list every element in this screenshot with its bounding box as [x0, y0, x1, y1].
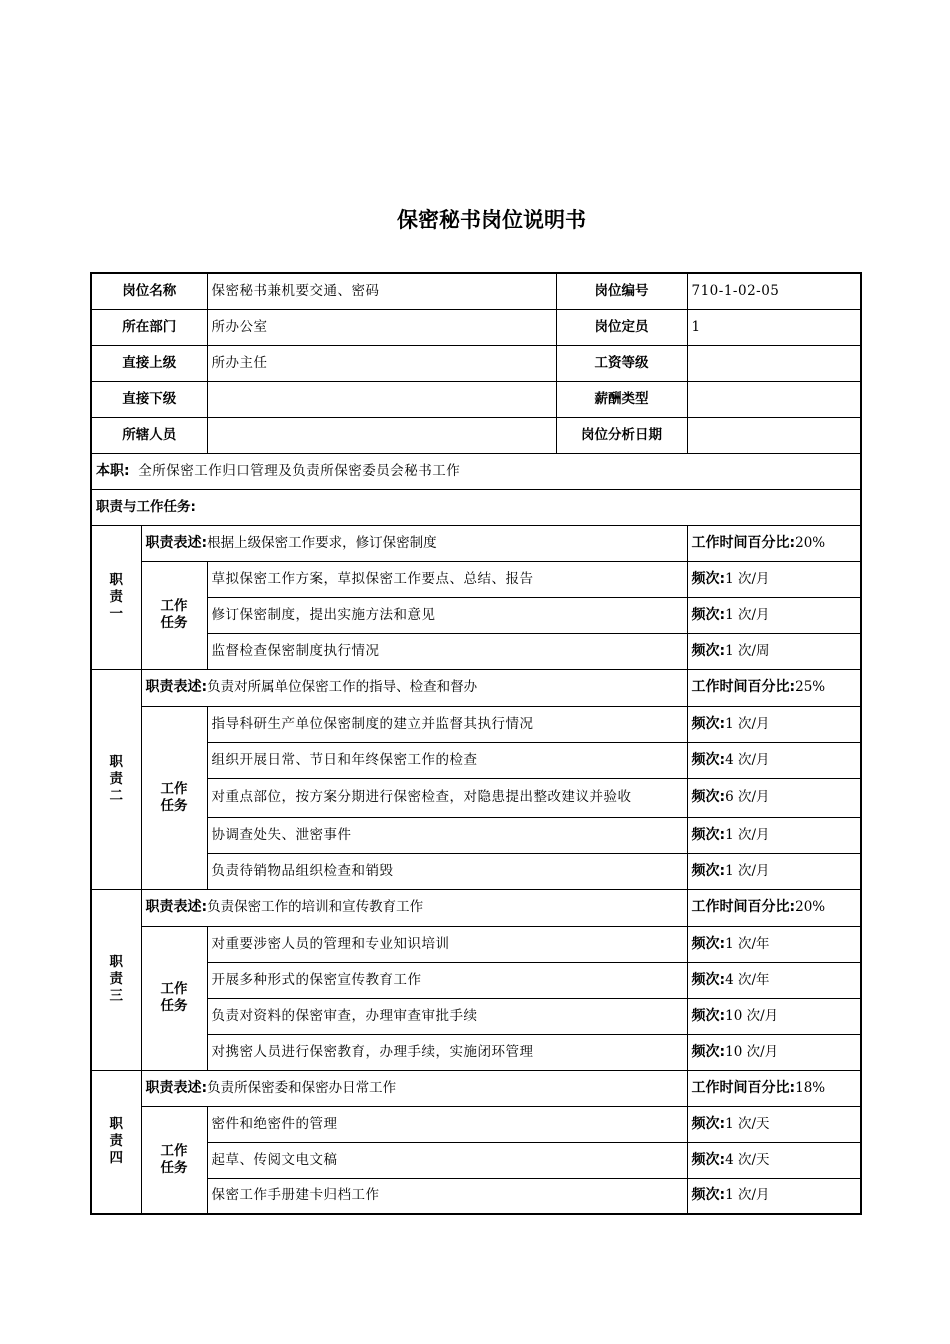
task-row	[91, 1142, 861, 1178]
task-group-label-line: 工作	[160, 1142, 188, 1159]
frequency-value: 1 次/月	[725, 862, 770, 879]
time-percent-label: 工作时间百分比:	[691, 899, 796, 915]
task-group-label-line: 任务	[160, 615, 188, 631]
task-row	[91, 597, 861, 633]
time-percent-value: 20%	[795, 899, 826, 915]
duty-description-label: 职责表述:	[145, 899, 208, 915]
frequency-value: 6 次/月	[725, 789, 770, 805]
duty-side-label	[91, 1070, 141, 1214]
task-frequency	[687, 1178, 861, 1214]
duty-desc-row	[91, 1070, 861, 1106]
task-text: 对重要涉密人员的管理和专业知识培训	[207, 926, 687, 962]
duty-description	[141, 525, 687, 561]
task-text: 对重点部位，按方案分期进行保密检查，对隐患提出整改建议并验收	[207, 778, 687, 817]
task-text: 组织开展日常、节日和年终保密工作的检查	[207, 742, 687, 778]
task-text: 负责待销物品组织检查和销毁	[207, 853, 687, 889]
info-row-5	[91, 417, 861, 453]
frequency-label: 频次:	[691, 1115, 726, 1132]
task-row	[91, 778, 861, 817]
task-row	[91, 1034, 861, 1070]
task-row	[91, 742, 861, 778]
pay-type-value	[687, 381, 861, 417]
task-frequency	[687, 633, 861, 669]
duty-time-percent	[687, 889, 861, 926]
task-group-label	[141, 926, 207, 1070]
task-frequency	[687, 742, 861, 778]
frequency-label: 频次:	[691, 642, 726, 659]
quota-value: 1	[687, 309, 861, 345]
duty-side-char: 三	[109, 988, 123, 1004]
duty-side-char: 责	[109, 1133, 123, 1150]
task-group-label	[141, 1106, 207, 1214]
main-duty-label: 本职:	[96, 462, 130, 479]
duties-header: 职责与工作任务:	[91, 489, 861, 525]
subordinate-label: 直接下级	[91, 381, 207, 417]
frequency-label: 频次:	[691, 715, 726, 732]
task-text: 指导科研生产单位保密制度的建立并监督其执行情况	[207, 706, 687, 742]
frequency-value: 10 次/月	[725, 1007, 779, 1024]
page-title: 保密秘书岗位说明书	[397, 208, 586, 232]
position-code-value: 710-1-02-05	[687, 273, 861, 309]
duty-side-label	[91, 525, 141, 669]
duty-side-char: 一	[109, 605, 123, 622]
task-frequency	[687, 962, 861, 998]
task-row	[91, 706, 861, 742]
task-frequency	[687, 817, 861, 853]
quota-label: 岗位定员	[556, 309, 687, 345]
task-frequency	[687, 926, 861, 962]
frequency-value: 1 次/月	[725, 1187, 770, 1204]
frequency-label: 频次:	[691, 1187, 726, 1204]
duty-side-char: 职	[109, 954, 123, 970]
frequency-value: 4 次/年	[725, 971, 770, 988]
task-group-label-line: 任务	[160, 998, 188, 1014]
duty-description-label: 职责表述:	[145, 1079, 208, 1096]
frequency-value: 1 次/月	[725, 606, 770, 623]
duty-side-char: 四	[109, 1150, 123, 1167]
duty-desc-row	[91, 525, 861, 561]
duty-description	[141, 669, 687, 706]
task-group-label-line: 工作	[160, 598, 188, 614]
frequency-value: 10 次/月	[725, 1043, 779, 1060]
duty-description-text: 根据上级保密工作要求，修订保密制度	[207, 534, 437, 551]
duty-time-percent	[687, 669, 861, 706]
superior-label: 直接上级	[91, 345, 207, 381]
task-frequency	[687, 998, 861, 1034]
duty-time-percent	[687, 1070, 861, 1106]
duty-desc-row	[91, 889, 861, 926]
task-frequency	[687, 778, 861, 817]
main-duty-cell	[91, 453, 861, 489]
time-percent-label: 工作时间百分比:	[691, 679, 796, 695]
frequency-value: 1 次/月	[725, 715, 770, 732]
time-percent-value: 18%	[795, 1079, 826, 1096]
duty-side-label	[91, 669, 141, 889]
task-row	[91, 853, 861, 889]
frequency-label: 频次:	[691, 1007, 726, 1024]
duty-desc-row	[91, 669, 861, 706]
duty-time-percent	[687, 525, 861, 561]
frequency-value: 1 次/月	[725, 570, 770, 587]
managed-staff-value	[207, 417, 556, 453]
info-row-2	[91, 309, 861, 345]
salary-grade-value	[687, 345, 861, 381]
task-row	[91, 926, 861, 962]
task-frequency	[687, 597, 861, 633]
task-frequency	[687, 1142, 861, 1178]
position-name-label: 岗位名称	[91, 273, 207, 309]
task-group-label	[141, 561, 207, 669]
duty-description-label: 职责表述:	[145, 534, 208, 551]
frequency-label: 频次:	[691, 1151, 726, 1168]
duty-description	[141, 1070, 687, 1106]
department-value: 所办公室	[207, 309, 556, 345]
frequency-label: 频次:	[691, 935, 726, 952]
task-group-label	[141, 706, 207, 889]
frequency-label: 频次:	[691, 1043, 726, 1060]
frequency-label: 频次:	[691, 789, 726, 805]
duty-side-char: 职	[109, 571, 123, 588]
task-row	[91, 1106, 861, 1142]
frequency-value: 1 次/周	[725, 642, 770, 659]
position-code-label: 岗位编号	[556, 273, 687, 309]
time-percent-value: 25%	[795, 679, 826, 695]
task-frequency	[687, 706, 861, 742]
time-percent-value: 20%	[795, 534, 826, 551]
duty-description-text: 负责所保密委和保密办日常工作	[207, 1079, 397, 1096]
pay-type-label: 薪酬类型	[556, 381, 687, 417]
frequency-label: 频次:	[691, 570, 726, 587]
task-group-label-line: 任务	[160, 1159, 188, 1176]
task-text: 监督检查保密制度执行情况	[207, 633, 687, 669]
duty-side-char: 职	[109, 753, 123, 770]
task-text: 草拟保密工作方案，草拟保密工作要点、总结、报告	[207, 561, 687, 597]
frequency-label: 频次:	[691, 606, 726, 623]
task-frequency	[687, 1034, 861, 1070]
time-percent-label: 工作时间百分比:	[691, 534, 796, 551]
frequency-value: 4 次/月	[725, 751, 770, 768]
time-percent-label: 工作时间百分比:	[691, 1079, 796, 1096]
task-text: 保密工作手册建卡归档工作	[207, 1178, 687, 1214]
department-label: 所在部门	[91, 309, 207, 345]
task-row	[91, 817, 861, 853]
duty-side-char: 责	[109, 588, 123, 605]
frequency-value: 4 次/天	[725, 1151, 770, 1168]
info-row-3	[91, 345, 861, 381]
task-group-label-line: 任务	[160, 797, 188, 814]
task-row	[91, 633, 861, 669]
task-text: 开展多种形式的保密宣传教育工作	[207, 962, 687, 998]
duty-side-label	[91, 889, 141, 1070]
analysis-date-value	[687, 417, 861, 453]
managed-staff-label: 所辖人员	[91, 417, 207, 453]
duty-side-char: 二	[109, 787, 123, 804]
superior-value: 所办主任	[207, 345, 556, 381]
task-text: 协调查处失、泄密事件	[207, 817, 687, 853]
info-row-4	[91, 381, 861, 417]
task-row	[91, 962, 861, 998]
frequency-label: 频次:	[691, 971, 726, 988]
duty-side-char: 职	[109, 1116, 123, 1133]
duty-description-text: 负责对所属单位保密工作的指导、检查和督办	[207, 679, 478, 695]
frequency-label: 频次:	[691, 751, 726, 768]
task-row	[91, 1178, 861, 1214]
main-duty-row	[91, 453, 861, 489]
frequency-value: 1 次/天	[725, 1115, 770, 1132]
duty-side-char: 责	[109, 770, 123, 787]
main-duty-text: 全所保密工作归口管理及负责所保密委员会秘书工作	[138, 462, 461, 479]
analysis-date-label: 岗位分析日期	[556, 417, 687, 453]
task-frequency	[687, 1106, 861, 1142]
job-description-table	[90, 272, 862, 1215]
salary-grade-label: 工资等级	[556, 345, 687, 381]
info-row-1	[91, 273, 861, 309]
frequency-value: 1 次/月	[725, 826, 770, 843]
frequency-label: 频次:	[691, 826, 726, 843]
task-text: 修订保密制度，提出实施方法和意见	[207, 597, 687, 633]
task-text: 起草、传阅文电文稿	[207, 1142, 687, 1178]
task-frequency	[687, 853, 861, 889]
task-frequency	[687, 561, 861, 597]
task-row	[91, 998, 861, 1034]
duty-side-char: 责	[109, 971, 123, 987]
frequency-value: 1 次/年	[725, 935, 770, 952]
duty-description-label: 职责表述:	[145, 679, 208, 695]
task-text: 负责对资料的保密审查，办理审查审批手续	[207, 998, 687, 1034]
duty-description	[141, 889, 687, 926]
position-name-value: 保密秘书兼机要交通、密码	[207, 273, 556, 309]
task-group-label-line: 工作	[160, 981, 188, 997]
task-text: 密件和绝密件的管理	[207, 1106, 687, 1142]
task-text: 对携密人员进行保密教育，办理手续，实施闭环管理	[207, 1034, 687, 1070]
duties-header-row	[91, 489, 861, 525]
subordinate-value	[207, 381, 556, 417]
task-group-label-line: 工作	[160, 780, 188, 797]
duty-description-text: 负责保密工作的培训和宣传教育工作	[207, 899, 424, 915]
task-row	[91, 561, 861, 597]
frequency-label: 频次:	[691, 862, 726, 879]
